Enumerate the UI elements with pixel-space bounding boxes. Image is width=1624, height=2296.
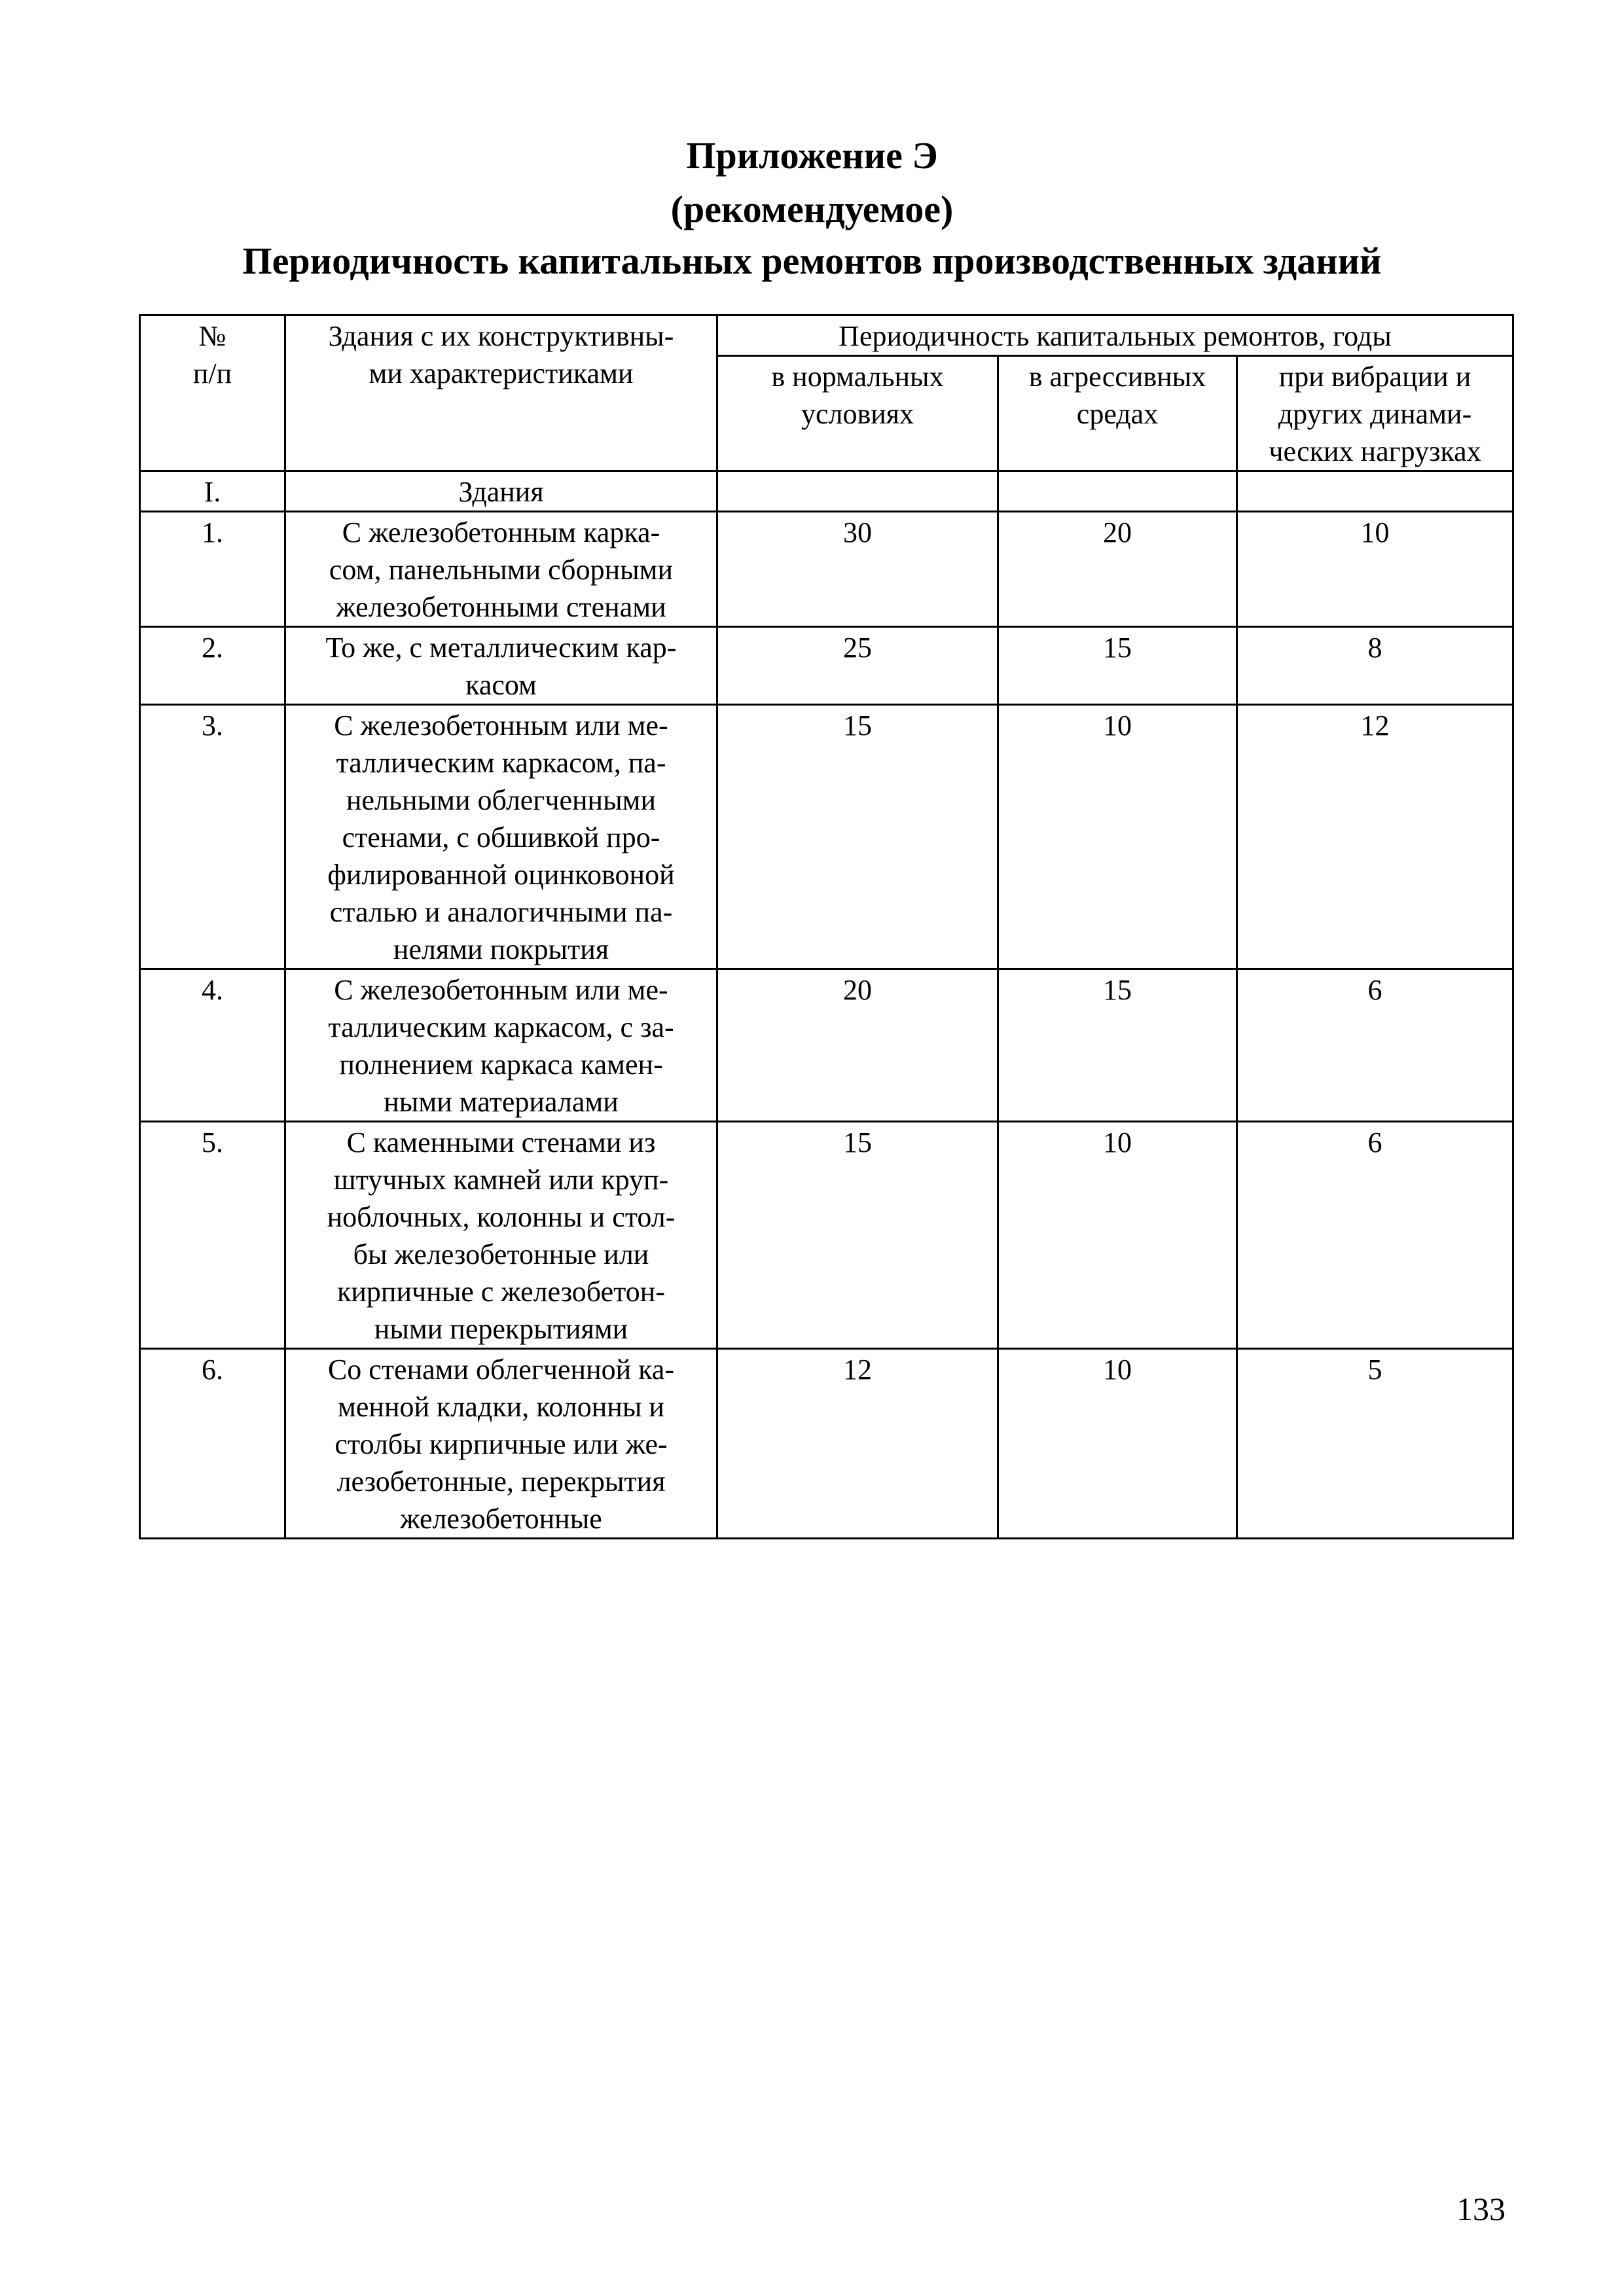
row-vibration-value: 8 <box>1237 627 1513 705</box>
column-header-aggressive: в агрессивных средах <box>998 356 1237 471</box>
table-row <box>140 1349 1513 1539</box>
section-row <box>140 471 1513 512</box>
row-number: 4. <box>140 969 285 1122</box>
row-description: С каменными стенами из штучных камней или круп- ноблочных, колонны и стол- бы железобетонные или кирпичные с железобетон- ными перекрытиями <box>285 1122 717 1349</box>
section-cell-empty <box>717 471 998 512</box>
row-description: То же, с металлическим кар- касом <box>285 627 717 705</box>
row-aggressive-value: 15 <box>998 969 1237 1122</box>
table-row <box>140 705 1513 969</box>
section-title: Здания <box>285 471 717 512</box>
row-normal-value: 15 <box>717 705 998 969</box>
column-header-periodicity: Периодичность капитальных ремонтов, годы <box>717 315 1513 356</box>
section-cell-empty <box>998 471 1237 512</box>
row-aggressive-value: 15 <box>998 627 1237 705</box>
row-aggressive-value: 10 <box>998 1122 1237 1349</box>
row-vibration-value: 6 <box>1237 1122 1513 1349</box>
row-normal-value: 25 <box>717 627 998 705</box>
table-row <box>140 1122 1513 1349</box>
row-normal-value: 30 <box>717 512 998 627</box>
row-vibration-value: 12 <box>1237 705 1513 969</box>
row-vibration-value: 10 <box>1237 512 1513 627</box>
section-cell-empty <box>1237 471 1513 512</box>
appendix-status: (рекомендуемое) <box>670 188 954 230</box>
column-header-normal: в нормальных условиях <box>717 356 998 471</box>
document-title: Периодичность капитальных ремонтов производственных зданий <box>242 240 1382 282</box>
row-aggressive-value: 10 <box>998 705 1237 969</box>
row-vibration-value: 6 <box>1237 969 1513 1122</box>
row-number: 6. <box>140 1349 285 1539</box>
column-header-vibration: при вибрации и других динами- ческих нагрузках <box>1237 356 1513 471</box>
appendix-title: Приложение Э <box>686 134 938 177</box>
page-number: 133 <box>1456 2191 1506 2227</box>
row-normal-value: 12 <box>717 1349 998 1539</box>
column-header-buildings: Здания с их конструктивны- ми характеристиками <box>285 315 717 471</box>
table-row <box>140 512 1513 627</box>
row-aggressive-value: 20 <box>998 512 1237 627</box>
row-number: 3. <box>140 705 285 969</box>
table-header-row <box>140 315 1513 356</box>
table-row <box>140 627 1513 705</box>
row-description: С железобетонным карка- сом, панельными сборными железобетонными стенами <box>285 512 717 627</box>
row-normal-value: 20 <box>717 969 998 1122</box>
table-row <box>140 969 1513 1122</box>
row-description: С железобетонным или ме- таллическим каркасом, с за- полнением каркаса камен- ными материалами <box>285 969 717 1122</box>
row-description: С железобетонным или ме- таллическим каркасом, па- нельными облегченными стенами, с обшивкой про- филированной оцинковоной сталью и аналогичными па- нелями покрытия <box>285 705 717 969</box>
row-vibration-value: 5 <box>1237 1349 1513 1539</box>
column-header-number: № п/п <box>140 315 285 471</box>
row-description: Со стенами облегченной ка- менной кладки, колонны и столбы кирпичные или же- лезобетонные, перекрытия железобетонные <box>285 1349 717 1539</box>
row-aggressive-value: 10 <box>998 1349 1237 1539</box>
row-number: 2. <box>140 627 285 705</box>
row-number: 5. <box>140 1122 285 1349</box>
repair-periodicity-table <box>139 314 1514 1539</box>
section-number: I. <box>140 471 285 512</box>
row-number: 1. <box>140 512 285 627</box>
row-normal-value: 15 <box>717 1122 998 1349</box>
